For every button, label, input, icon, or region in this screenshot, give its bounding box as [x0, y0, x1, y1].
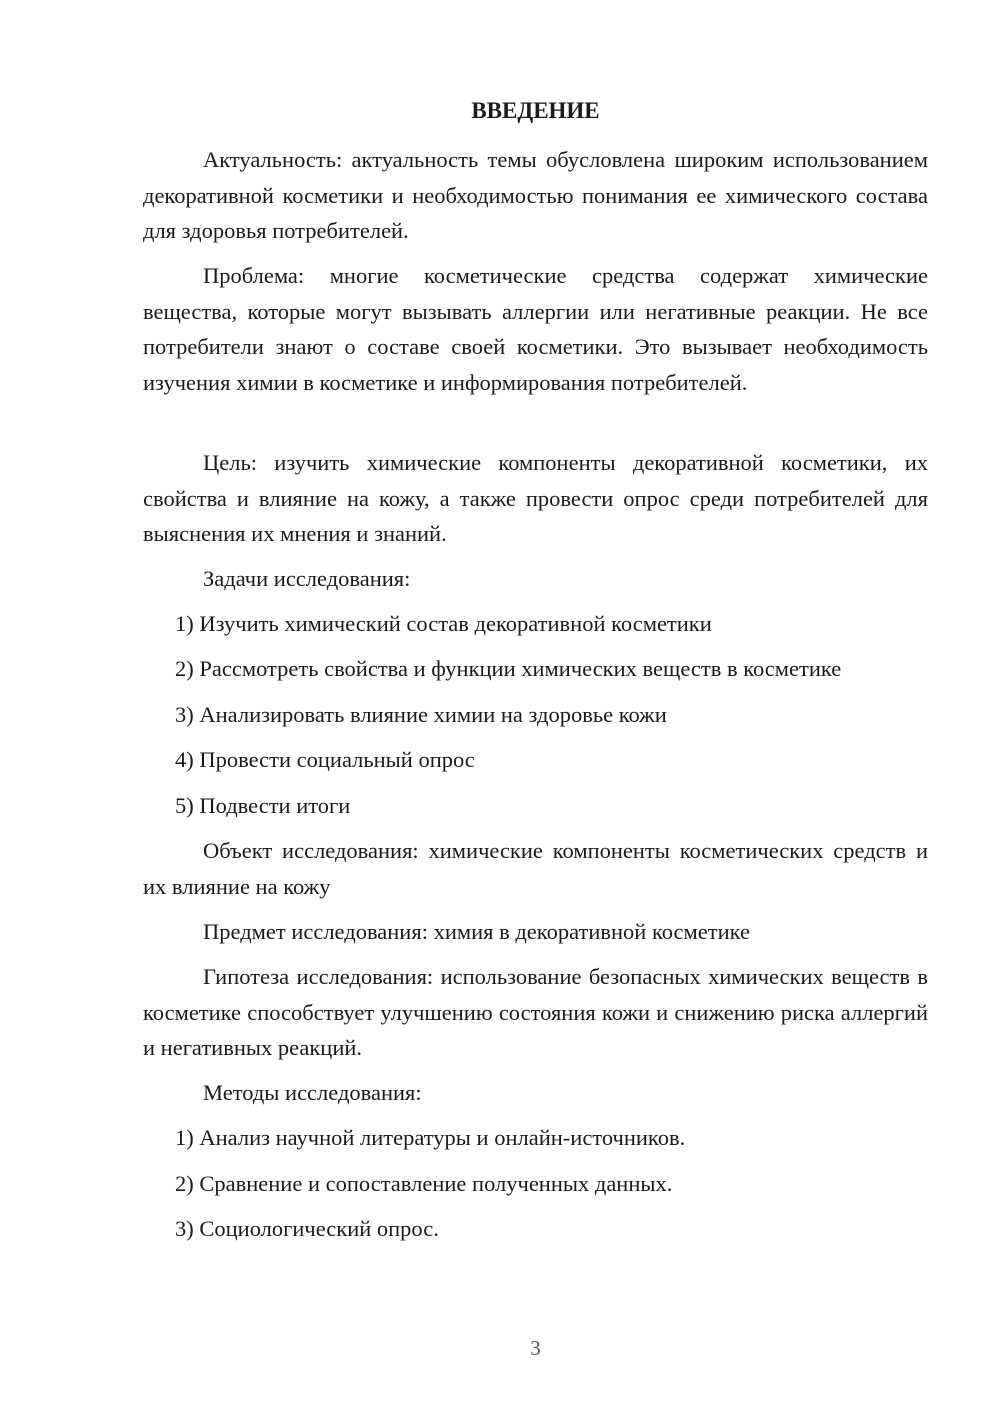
task-item: 5) Подвести итоги — [175, 793, 351, 818]
task-item: 3) Анализировать влияние химии на здоровье кожи — [175, 702, 667, 727]
method-item: 3) Социологический опрос. — [175, 1216, 439, 1241]
hypothesis-paragraph: Гипотеза исследования: использование безопасных химических веществ в косметике способствует улучшению состояния кожи и снижению риска аллергий и негативных реакций. — [143, 964, 928, 1060]
relevance-paragraph: Актуальность: актуальность темы обусловлена широким использованием декоративной косметики и необходимостью понимания ее химического состава для здоровья потребителей. — [143, 147, 928, 243]
document-page — [143, 0, 928, 1414]
tasks-heading: Задачи исследования: — [203, 566, 411, 591]
goal-paragraph: Цель: изучить химические компоненты декоративной косметики, их свойства и влияние на кожу, а также провести опрос среди потребителей для выяснения их мнения и знаний. — [143, 450, 928, 546]
task-item: 2) Рассмотреть свойства и функции химических веществ в косметике — [175, 656, 842, 681]
subject-paragraph: Предмет исследования: химия в декоративной косметике — [203, 919, 750, 944]
method-item: 1) Анализ научной литературы и онлайн-источников. — [175, 1125, 686, 1150]
task-item: 1) Изучить химический состав декоративной косметики — [175, 611, 712, 636]
object-paragraph: Объект исследования: химические компоненты косметических средств и их влияние на кожу — [143, 838, 928, 899]
page-title: ВВЕДЕНИЕ — [471, 98, 600, 123]
methods-heading: Методы исследования: — [203, 1080, 422, 1105]
task-item: 4) Провести социальный опрос — [175, 747, 475, 772]
page-number: 3 — [530, 1336, 541, 1360]
method-item: 2) Сравнение и сопоставление полученных данных. — [175, 1171, 673, 1196]
problem-paragraph: Проблема: многие косметические средства содержат химические вещества, которые могут вызывать аллергии или негативные реакции. Не все потребители знают о составе своей косметики. Это вызывает необходимость изучения химии в косметике и информирования потребителей. — [143, 263, 928, 395]
